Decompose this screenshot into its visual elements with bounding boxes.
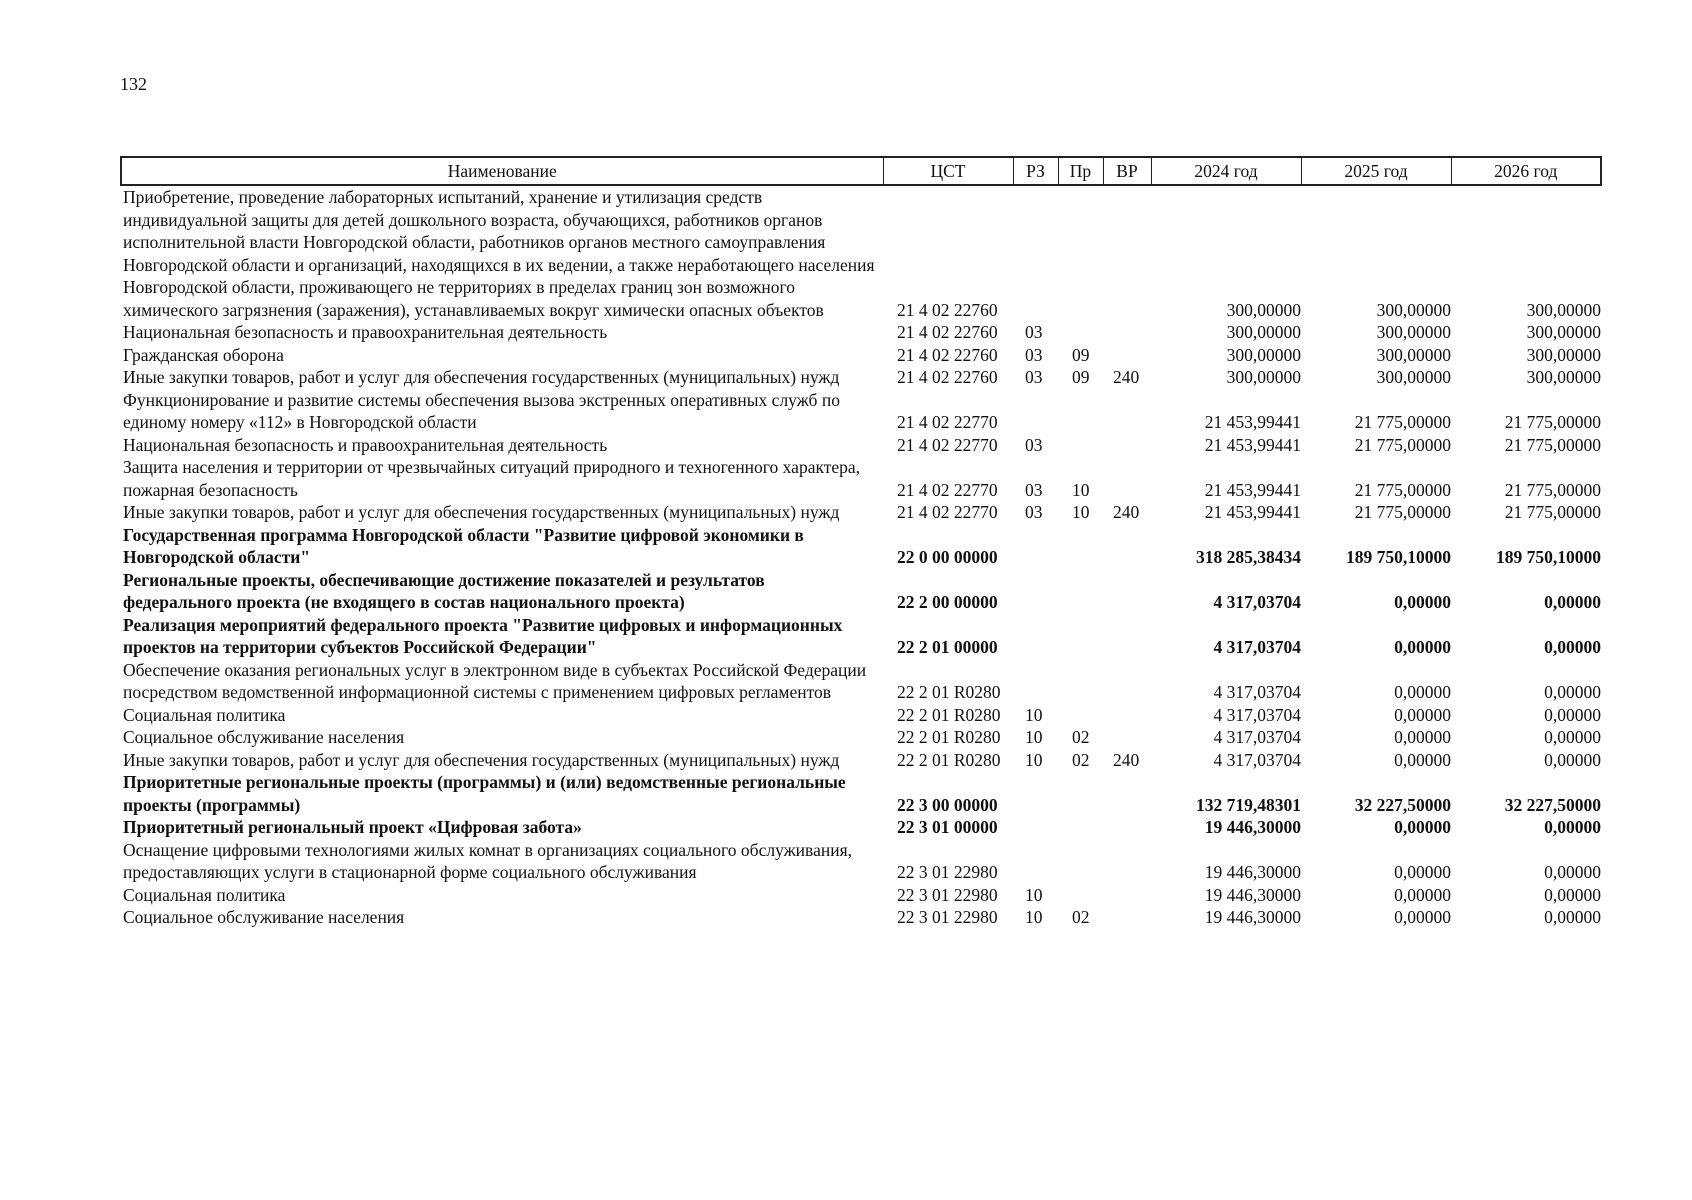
row-value-2026: 0,00000 <box>1544 592 1601 612</box>
row-value-2024: 300,00000 <box>1226 344 1301 365</box>
table-row <box>121 704 1601 727</box>
row-value-2025: 0,00000 <box>1394 817 1451 837</box>
row-cst: 22 2 01 R0280 <box>897 682 1001 702</box>
row-value-2025: 300,00000 <box>1376 344 1451 365</box>
table-row <box>121 185 1601 321</box>
row-rz <box>1013 185 1058 321</box>
row-rz: 03 <box>1025 367 1043 387</box>
row-vr: 240 <box>1113 367 1140 387</box>
row-vr <box>1103 434 1151 457</box>
row-vr: 240 <box>1113 502 1140 522</box>
row-cst: 22 3 01 00000 <box>897 817 998 837</box>
row-cst: 22 2 01 00000 <box>897 637 998 657</box>
row-name: Гражданская оборона <box>123 344 284 365</box>
row-value-2024: 4 317,03704 <box>1213 592 1301 612</box>
row-rz: 10 <box>1025 907 1043 927</box>
row-rz <box>1013 816 1058 839</box>
row-vr: 240 <box>1113 749 1140 770</box>
table-row <box>121 771 1601 816</box>
row-value-2024: 4 317,03704 <box>1213 682 1301 702</box>
row-name: Защита населения и территории от чрезвычайных ситуаций природного и техногенного характера, пожарная безопасность <box>123 457 861 500</box>
row-name: Государственная программа Новгородской области "Развитие цифровой экономики в Новгородской области" <box>123 524 804 567</box>
row-vr <box>1103 659 1151 704</box>
row-cst: 21 4 02 22770 <box>897 434 998 455</box>
row-pr: 02 <box>1072 727 1090 747</box>
row-name: Оснащение цифровыми технологиями жилых комнат в организациях социального обслуживания, предоставляющих услуги в стационарной форме социального обслуживания <box>123 839 852 882</box>
row-vr <box>1103 569 1151 614</box>
row-value-2024: 318 285,38434 <box>1196 547 1301 567</box>
row-name: Иные закупки товаров, работ и услуг для обеспечения государственных (муниципальных) нужд <box>123 749 840 770</box>
row-pr <box>1058 185 1103 321</box>
row-value-2025: 32 227,50000 <box>1354 794 1451 815</box>
row-value-2024: 132 719,48301 <box>1196 794 1301 815</box>
row-value-2024: 19 446,30000 <box>1204 907 1301 927</box>
row-name: Реализация мероприятий федерального проекта "Развитие цифровых и информационных проектов на территории субъектов Российской Федерации" <box>123 614 843 657</box>
row-cst: 21 4 02 22760 <box>897 344 998 365</box>
row-rz: 03 <box>1025 502 1043 522</box>
table-header-row <box>121 157 1601 185</box>
row-value-2024: 4 317,03704 <box>1213 704 1301 725</box>
row-value-2026: 0,00000 <box>1544 727 1601 747</box>
table-row <box>121 389 1601 434</box>
row-value-2026: 0,00000 <box>1544 862 1601 882</box>
row-vr <box>1103 389 1151 434</box>
row-value-2025: 300,00000 <box>1376 367 1451 387</box>
row-cst: 22 2 01 R0280 <box>897 749 1001 770</box>
row-vr <box>1103 524 1151 569</box>
row-name: Приоритетный региональный проект «Цифровая забота» <box>123 817 582 837</box>
row-vr <box>1103 344 1151 367</box>
row-cst: 22 2 00 00000 <box>897 592 998 612</box>
row-name: Социальное обслуживание населения <box>123 727 405 747</box>
row-pr <box>1058 771 1103 816</box>
row-value-2025: 21 775,00000 <box>1354 479 1451 500</box>
row-cst: 22 3 00 00000 <box>897 794 998 815</box>
table-row <box>121 816 1601 839</box>
row-name: Национальная безопасность и правоохранительная деятельность <box>123 434 608 455</box>
row-value-2025: 300,00000 <box>1376 299 1451 320</box>
row-value-2026: 0,00000 <box>1544 749 1601 770</box>
header-vr: ВР <box>1103 157 1151 185</box>
row-value-2024: 21 453,99441 <box>1204 502 1301 522</box>
row-pr: 09 <box>1072 344 1090 365</box>
row-rz: 03 <box>1025 322 1043 342</box>
row-rz: 10 <box>1025 704 1043 725</box>
row-value-2025: 0,00000 <box>1394 862 1451 882</box>
row-pr <box>1058 321 1103 344</box>
header-2026: 2026 год <box>1451 157 1601 185</box>
row-name: Обеспечение оказания региональных услуг в электронном виде в субъектах Российской Федерации посредством ведомственной информационной системы с применением цифровых регламентов <box>123 659 867 702</box>
row-cst: 22 2 01 R0280 <box>897 727 1001 747</box>
row-value-2026: 21 775,00000 <box>1504 479 1601 500</box>
row-vr <box>1103 321 1151 344</box>
row-pr <box>1058 524 1103 569</box>
row-value-2025: 0,00000 <box>1394 907 1451 927</box>
row-rz: 03 <box>1025 479 1043 500</box>
row-cst: 22 2 01 R0280 <box>897 704 1001 725</box>
row-cst: 21 4 02 22770 <box>897 479 998 500</box>
row-pr: 10 <box>1072 502 1090 522</box>
row-rz <box>1013 524 1058 569</box>
row-value-2024: 4 317,03704 <box>1213 749 1301 770</box>
row-pr: 02 <box>1072 907 1090 927</box>
row-value-2024: 19 446,30000 <box>1204 862 1301 882</box>
row-vr <box>1103 185 1151 321</box>
row-value-2024: 19 446,30000 <box>1204 817 1301 837</box>
row-cst: 22 3 01 22980 <box>897 907 998 927</box>
table-row <box>121 456 1601 501</box>
row-name: Приобретение, проведение лабораторных испытаний, хранение и утилизация средств индивидуальной защиты для детей дошкольного возраста, обучающихся, работников органов исполнительной власти Новгородской области, работников органов местного самоуправления Новгородской области и организаций, находящихся в их ведении, а также неработающего населения Новгородской области, проживающего не территориях в пределах границ зон возможного химического загрязнения (заражения), устанавливаемых вокруг химически опасных объектов <box>123 187 875 320</box>
row-vr <box>1103 726 1151 749</box>
row-pr: 10 <box>1072 479 1090 500</box>
row-vr <box>1103 884 1151 907</box>
row-value-2024: 19 446,30000 <box>1204 884 1301 905</box>
header-2025: 2025 год <box>1301 157 1451 185</box>
row-name: Социальная политика <box>123 884 286 905</box>
row-vr <box>1103 906 1151 929</box>
row-value-2026: 21 775,00000 <box>1504 434 1601 455</box>
header-cst: ЦСТ <box>883 157 1013 185</box>
row-pr <box>1058 884 1103 907</box>
row-value-2024: 300,00000 <box>1226 299 1301 320</box>
row-name: Функционирование и развитие системы обеспечения вызова экстренных оперативных служб по единому номеру «112» в Новгородской области <box>123 389 840 432</box>
row-rz <box>1013 839 1058 884</box>
row-name: Региональные проекты, обеспечивающие достижение показателей и результатов федерального проекта (не входящего в состав национального проекта) <box>123 569 765 612</box>
row-name: Социальное обслуживание населения <box>123 907 405 927</box>
row-value-2024: 300,00000 <box>1226 322 1301 342</box>
row-value-2026: 0,00000 <box>1544 907 1601 927</box>
row-rz <box>1013 389 1058 434</box>
row-cst: 21 4 02 22770 <box>897 502 998 522</box>
row-value-2024: 21 453,99441 <box>1204 479 1301 500</box>
row-cst: 22 3 01 22980 <box>897 862 998 882</box>
row-rz: 03 <box>1025 344 1043 365</box>
row-pr <box>1058 704 1103 727</box>
row-value-2026: 0,00000 <box>1544 637 1601 657</box>
row-value-2026: 0,00000 <box>1544 884 1601 905</box>
header-pr: Пр <box>1058 157 1103 185</box>
row-value-2026: 0,00000 <box>1544 817 1601 837</box>
table-row <box>121 569 1601 614</box>
row-name: Национальная безопасность и правоохранительная деятельность <box>123 322 608 342</box>
row-value-2025: 0,00000 <box>1394 592 1451 612</box>
table-row <box>121 884 1601 907</box>
row-rz <box>1013 569 1058 614</box>
table-row <box>121 344 1601 367</box>
row-value-2026: 21 775,00000 <box>1504 412 1601 432</box>
row-rz <box>1013 659 1058 704</box>
row-value-2025: 0,00000 <box>1394 884 1451 905</box>
row-value-2024: 4 317,03704 <box>1213 637 1301 657</box>
row-pr <box>1058 389 1103 434</box>
header-name: Наименование <box>121 157 883 185</box>
row-pr <box>1058 614 1103 659</box>
row-value-2026: 300,00000 <box>1526 299 1601 320</box>
page-number: 132 <box>120 74 147 94</box>
row-value-2026: 189 750,10000 <box>1496 547 1601 567</box>
row-cst: 21 4 02 22760 <box>897 367 998 387</box>
row-value-2025: 0,00000 <box>1394 637 1451 657</box>
row-pr: 02 <box>1072 749 1090 770</box>
row-value-2026: 32 227,50000 <box>1504 794 1601 815</box>
row-value-2026: 300,00000 <box>1526 344 1601 365</box>
row-value-2025: 0,00000 <box>1394 682 1451 702</box>
row-value-2024: 4 317,03704 <box>1213 727 1301 747</box>
table-row <box>121 749 1601 772</box>
row-value-2026: 0,00000 <box>1544 704 1601 725</box>
row-value-2025: 0,00000 <box>1394 749 1451 770</box>
row-rz <box>1013 614 1058 659</box>
row-rz: 10 <box>1025 884 1043 905</box>
row-value-2025: 0,00000 <box>1394 727 1451 747</box>
row-vr <box>1103 456 1151 501</box>
row-name: Приоритетные региональные проекты (программы) и (или) ведомственные региональные проекты (программы) <box>123 772 846 815</box>
row-rz: 03 <box>1025 434 1043 455</box>
row-value-2025: 21 775,00000 <box>1354 412 1451 432</box>
row-value-2025: 189 750,10000 <box>1346 547 1451 567</box>
row-pr: 09 <box>1072 367 1090 387</box>
table-row <box>121 659 1601 704</box>
row-pr <box>1058 659 1103 704</box>
table-row <box>121 614 1601 659</box>
row-vr <box>1103 771 1151 816</box>
row-vr <box>1103 614 1151 659</box>
table-row <box>121 839 1601 884</box>
table-row <box>121 726 1601 749</box>
table-row <box>121 434 1601 457</box>
row-value-2026: 300,00000 <box>1526 367 1601 387</box>
row-cst: 21 4 02 22760 <box>897 299 998 320</box>
row-name: Социальная политика <box>123 704 286 725</box>
row-value-2025: 21 775,00000 <box>1354 502 1451 522</box>
budget-table <box>120 156 1602 929</box>
row-value-2024: 21 453,99441 <box>1204 434 1301 455</box>
row-value-2026: 0,00000 <box>1544 682 1601 702</box>
row-rz: 10 <box>1025 749 1043 770</box>
header-rz: РЗ <box>1013 157 1058 185</box>
row-name: Иные закупки товаров, работ и услуг для обеспечения государственных (муниципальных) нужд <box>123 502 840 522</box>
row-value-2025: 0,00000 <box>1394 704 1451 725</box>
row-pr <box>1058 434 1103 457</box>
row-pr <box>1058 816 1103 839</box>
table-row <box>121 501 1601 524</box>
row-value-2026: 300,00000 <box>1526 322 1601 342</box>
row-vr <box>1103 816 1151 839</box>
row-value-2025: 21 775,00000 <box>1354 434 1451 455</box>
row-vr <box>1103 839 1151 884</box>
row-rz <box>1013 771 1058 816</box>
row-vr <box>1103 704 1151 727</box>
row-cst: 21 4 02 22760 <box>897 322 998 342</box>
row-value-2026: 21 775,00000 <box>1504 502 1601 522</box>
table-body <box>121 185 1601 929</box>
row-value-2024: 21 453,99441 <box>1204 412 1301 432</box>
row-rz: 10 <box>1025 727 1043 747</box>
row-pr <box>1058 569 1103 614</box>
row-value-2024: 300,00000 <box>1226 367 1301 387</box>
row-cst: 22 0 00 00000 <box>897 547 998 567</box>
table-row <box>121 906 1601 929</box>
row-name: Иные закупки товаров, работ и услуг для обеспечения государственных (муниципальных) нужд <box>123 367 840 387</box>
header-2024: 2024 год <box>1151 157 1301 185</box>
row-cst: 21 4 02 22770 <box>897 412 998 432</box>
row-pr <box>1058 839 1103 884</box>
table-row <box>121 366 1601 389</box>
table-row <box>121 524 1601 569</box>
row-value-2025: 300,00000 <box>1376 322 1451 342</box>
table-row <box>121 321 1601 344</box>
row-cst: 22 3 01 22980 <box>897 884 998 905</box>
